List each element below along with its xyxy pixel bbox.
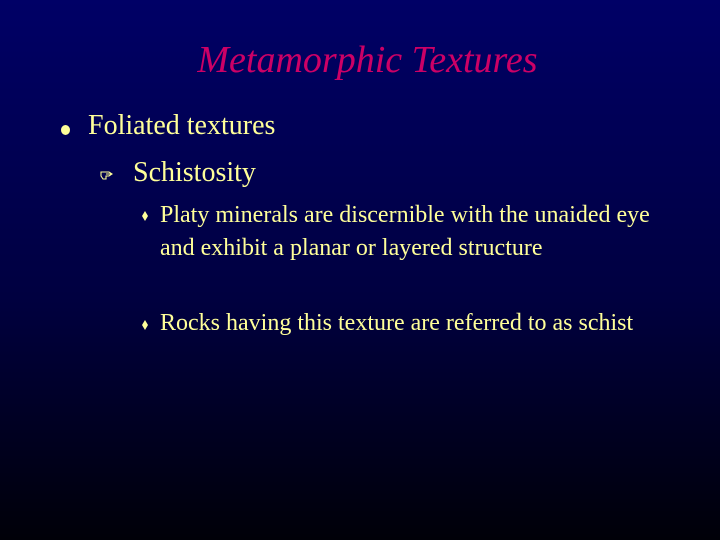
bullet-level-2: Schistosity — [133, 157, 256, 188]
bullet-level-3: Platy minerals are discernible with the unaided eye and exhibit a planar or layered structure — [160, 202, 650, 261]
diamond-bullet-icon — [142, 320, 148, 330]
pointing-hand-bullet-icon — [100, 167, 114, 181]
slide-title: Metamorphic Textures — [197, 39, 538, 81]
filled-circle-bullet-icon — [61, 125, 70, 135]
bullet-level-1: Foliated textures — [88, 110, 276, 141]
bullet-level-3: Rocks having this texture are referred to as schist — [160, 310, 634, 336]
diamond-bullet-icon — [142, 211, 148, 221]
